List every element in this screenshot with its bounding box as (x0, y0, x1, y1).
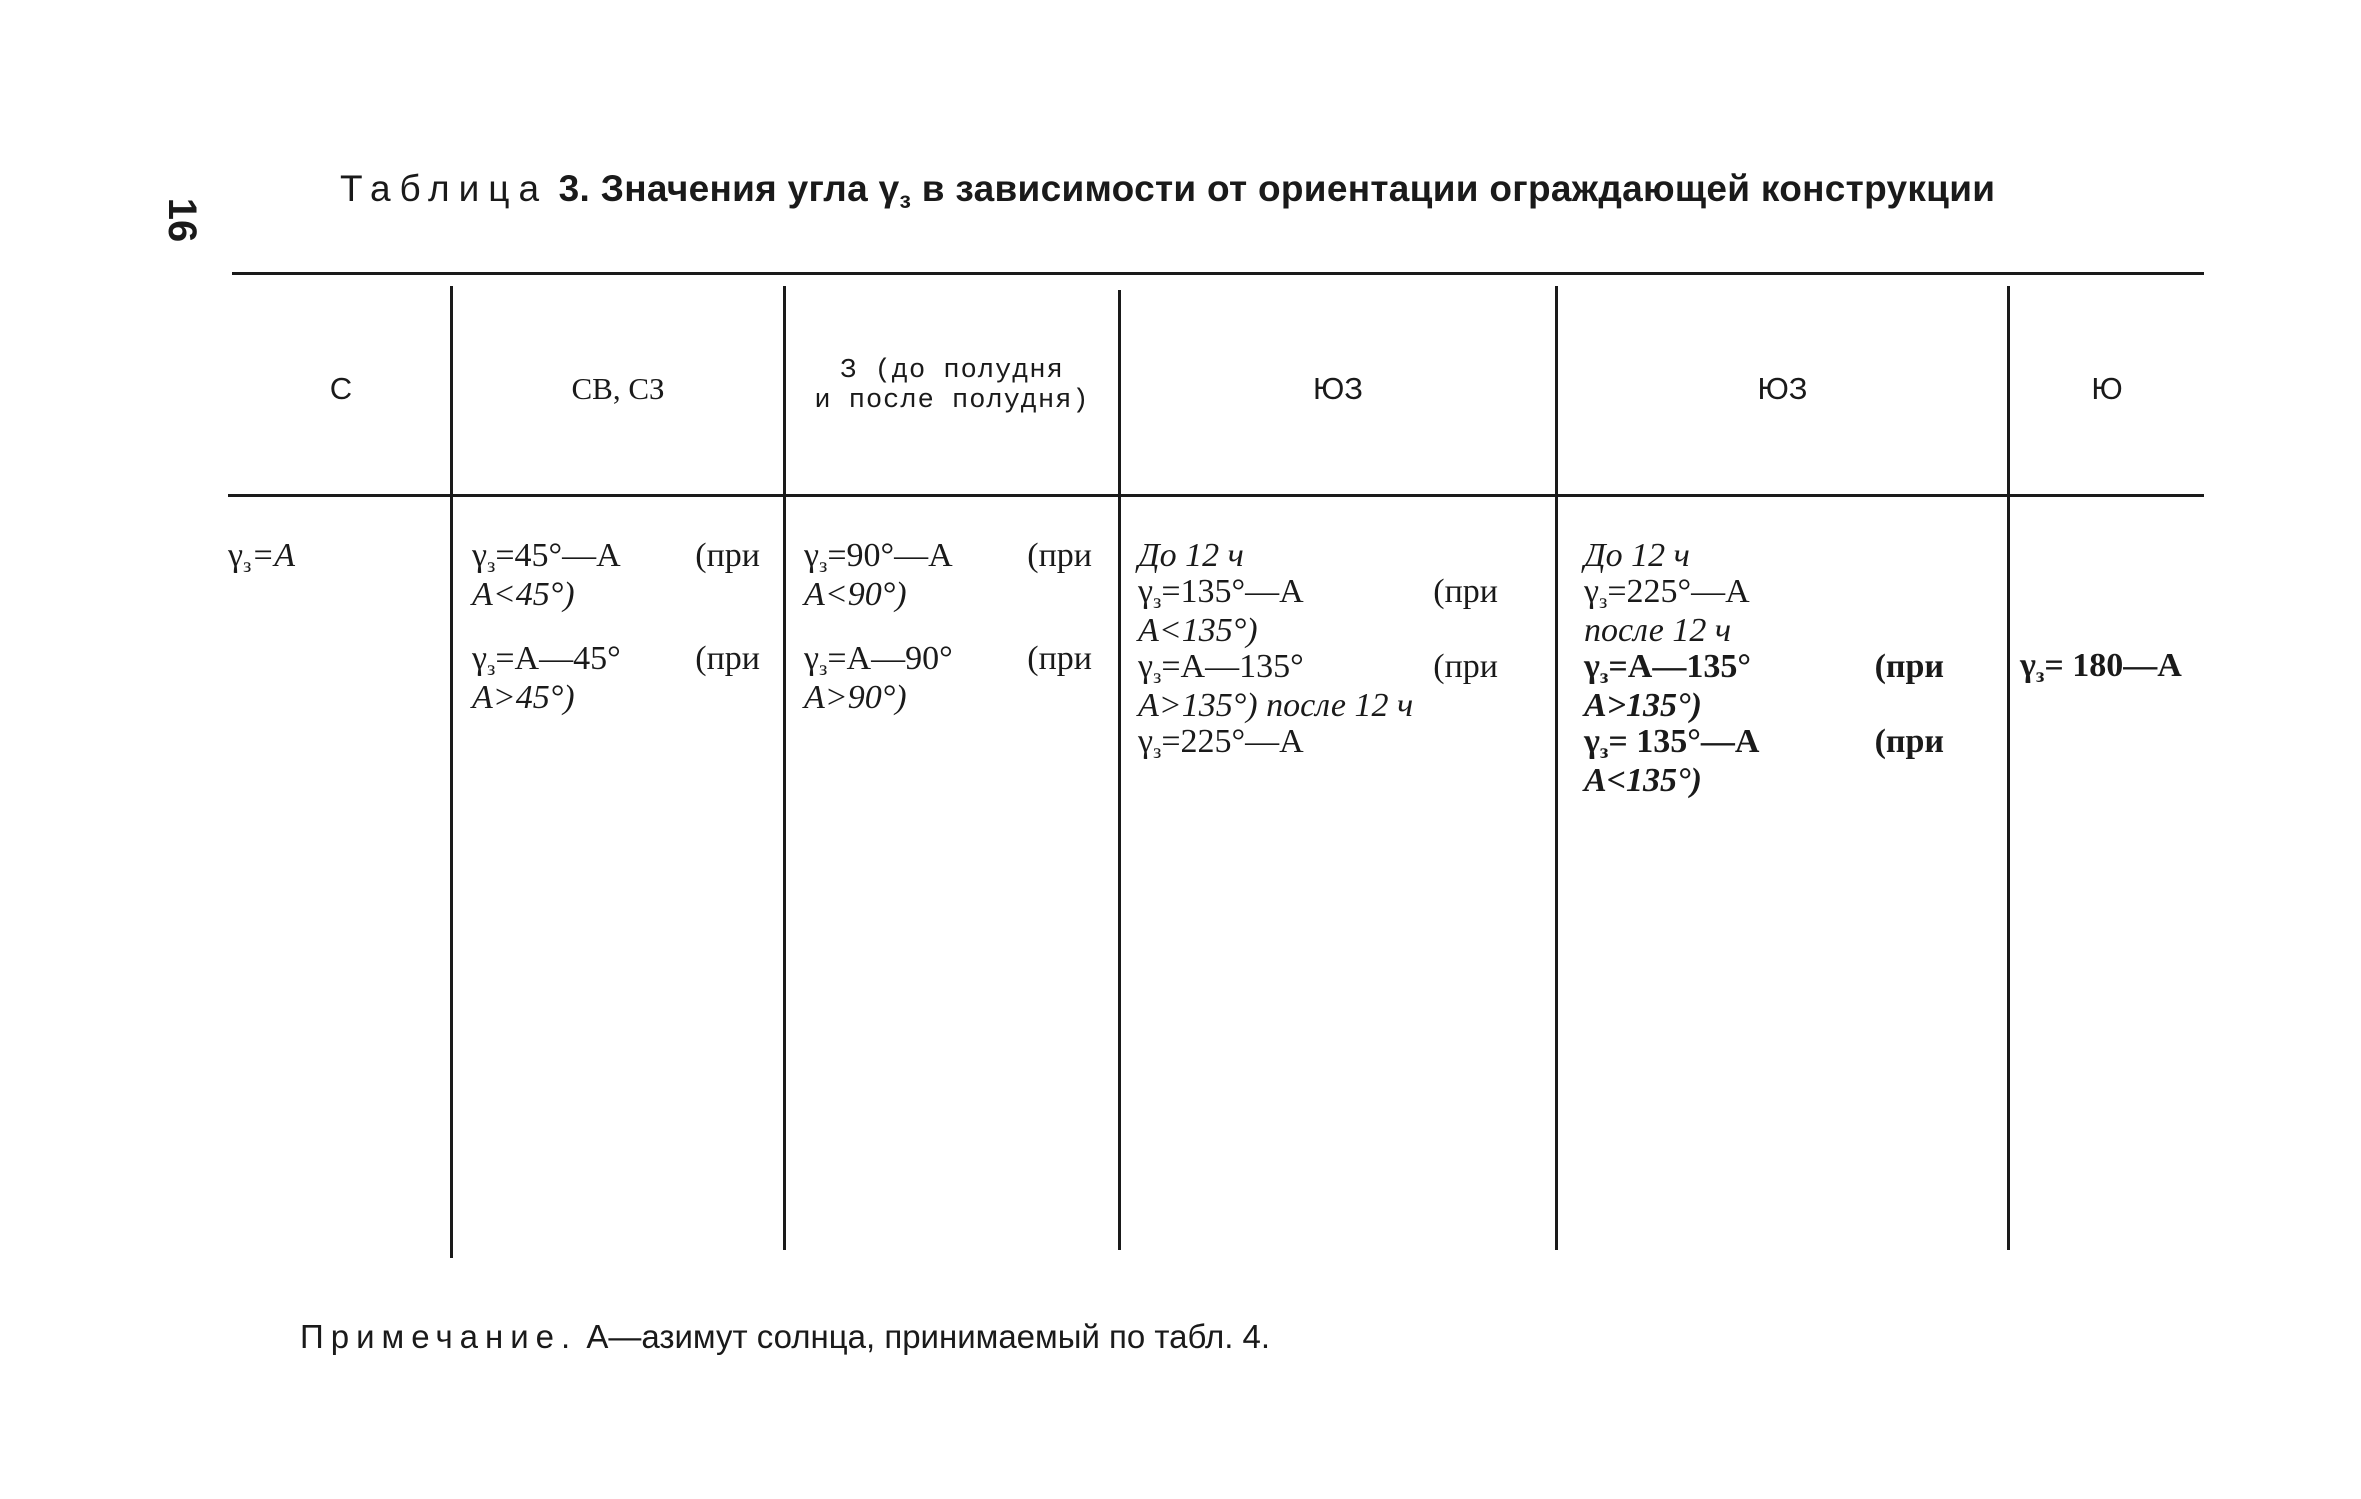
header-north: С (329, 371, 353, 406)
header-west: З (до полудня и после полудня) (814, 356, 1090, 416)
table-title (340, 168, 2240, 213)
table-title-number: 3. (558, 168, 591, 209)
table-title-gamma: γз (878, 168, 912, 213)
header-southwest-2: ЮЗ (1757, 371, 1808, 406)
table-note (300, 1318, 1270, 1356)
column-divider-1 (450, 286, 453, 1258)
column-divider-5 (2007, 286, 2010, 1250)
cell-west-formulas: γз=90°—A (при A<90°) γз=A—90° (при A>90°) (804, 537, 1092, 716)
cell-south-formula: γз= 180—A (2020, 647, 2182, 688)
table-note-text: А—азимут солнца, принимаемый по табл. 4. (586, 1318, 1271, 1355)
cell-north-formula: γз=A (228, 537, 296, 578)
column-divider-2 (783, 286, 786, 1250)
column-divider-4 (1555, 286, 1558, 1250)
page-number: 16 (160, 197, 204, 243)
cell-southwest-1-formulas: До 12 ч γз=135°—A (при A<135°) γз=A—135° (при A>135°) после 12 ч γз=225°—A (1138, 537, 1498, 764)
cell-northeast-formulas: γз=45°—A (при A<45°) γз=A—45° (при A>45°) (472, 537, 760, 716)
table-header-rule (228, 494, 2204, 497)
table-note-label: Примечание. (300, 1318, 578, 1355)
header-south: Ю (2091, 371, 2123, 406)
table-top-rule (232, 272, 2204, 275)
table-title-text-before: Значения угла (600, 168, 868, 209)
table-title-text-after: в зависимости от ориентации ограждающей конструкции (921, 168, 1996, 209)
header-northeast-northwest: СВ, СЗ (571, 371, 665, 406)
table-title-label: Таблица (340, 168, 549, 209)
header-southwest-1: ЮЗ (1312, 371, 1364, 406)
cell-southwest-2-formulas: До 12 ч γз=225°—A после 12 ч γз=A—135° (при A>135°) γз= 135°—A (при A<135°) (1584, 537, 1944, 799)
column-divider-3 (1118, 290, 1121, 1250)
